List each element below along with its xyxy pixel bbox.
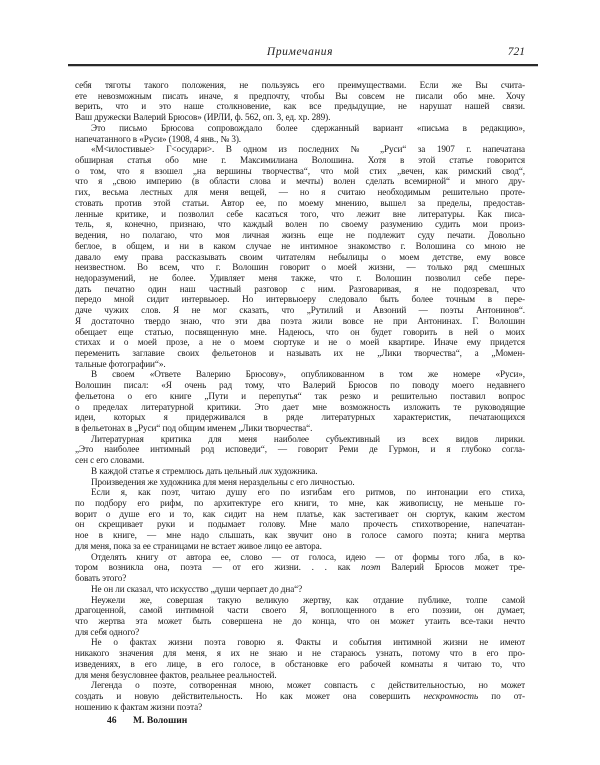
text-line: даче чужих слов. Я не мог сказать, что „Рутилий и Авзоний — поэты Антонинов“. — [75, 305, 525, 316]
text-line: ете невозможным писать иначе, я предпочту, чтобы Вы совсем не писали обо мне. Хочу — [75, 90, 525, 101]
text-line: он скрещивает руки и подымает голову. Мне мало прочесть стихотворение, напечатан- — [75, 519, 525, 530]
text-line: гих, весьма лестных для меня вещей, — но я считаю необходимым решительно проте- — [75, 187, 525, 198]
text-line: тальные фотографии“». — [75, 358, 166, 369]
text-line: бовать этого? — [75, 573, 127, 584]
text-line: Отделять книгу от автора ее, слово — от голоса, идею — от формы того лба, в ко- — [91, 551, 525, 562]
text-line: передо мной сидит интервьюер. Но интервьюеру следовало быть более точным в пере- — [75, 294, 525, 305]
text-line: Литературная критика для меня наиболее субъективный из всех видов лирики. — [91, 433, 525, 444]
text-line: переменить заглавие своих фельетонов и называть их не „Лики творчества“, а „Момен- — [75, 347, 525, 358]
text-line: о пределах литературной критики. Это дает мне возможность изложить те руководящие — [75, 401, 525, 412]
running-title: Примечания — [266, 46, 334, 58]
header-rule — [68, 64, 538, 66]
text-line: что я „свою империю (в области слова и мечты) волен сделать всемирной“ и много дру- — [75, 176, 525, 187]
text-line: обширная статья обо мне г. Максимилиана Волошина. Хотя в этой статье говорится — [75, 155, 525, 166]
text-line: Неужели же, совершая такую великую жертву, как отдание публике, толпе самой — [91, 594, 525, 605]
text-line: для меня, пока за ее страницами не встает живое лицо ее автора. — [75, 540, 322, 551]
text-line: верить, что и это наше столкновение, как все предыдущие, не нарушат нашей связи. — [75, 101, 525, 112]
page-footer — [75, 715, 525, 726]
text-line: ведения, но полагаю, что моя личная жизнь еще не подлежит суду печати. Довольно — [75, 230, 525, 241]
signature-number: 46 — [107, 715, 117, 726]
text-line: тель, я, конечно, признаю, что каждый волен по своему разумению судить мои произ- — [75, 219, 525, 230]
text-line: ношению к фактам жизни поэта? — [75, 701, 203, 712]
text-line: драгоценной, самой интимной части своего Я, воплощенного в его поэзии, он думает, — [75, 605, 525, 616]
text-line: изведениях, в его лице, в его голосе, в обстановке его рабочей комнаты я читаю то, что — [75, 658, 525, 669]
text-line: фельетона о его книге „Пути и перепутья“ так резко и решительно поставил вопрос — [75, 390, 525, 401]
text-line: ворит о душе его и то, как сидит на нем платье, как застегивает он сюртук, каким жестом — [75, 508, 525, 519]
text-line: Не он ли сказал, что искусство „души черпает до дна“? — [91, 583, 303, 594]
text-line: Если я, как поэт, читаю душу его по изгибам его ритмов, по интонации его стиха, — [91, 487, 525, 498]
text-line: напечатанного в «Руси» (1908, 4 янв., № 3). — [75, 133, 241, 144]
text-line: Я достаточно твердо знаю, что эти два поэта жили вовсе не при Антонинах. Г. Волошин — [75, 315, 525, 326]
text-line: „Это наиболее интимный род исповеди“, — говорит Реми де Гурмон, и я глубоко согла- — [75, 444, 525, 455]
text-line: обещает еще статью, посвященную мне. Надеюсь, что он будет говорить в ней о моих — [75, 326, 525, 337]
text-line: что жертва эта может быть совершена не до конца, что он может утаить все-таки нечто — [75, 615, 525, 626]
page-header — [75, 46, 525, 62]
text-line: В своем «Ответе Валерию Брюсову», опубликованном в том же номере «Руси», — [91, 369, 525, 380]
text-line: по подбору его рифм, по архитектуре его книги, то мне, как живописцу, не меньше го- — [75, 498, 525, 509]
text-line: Произведения же художника для меня нераздельны с его личностью. — [91, 476, 355, 487]
text-line: дать печатно один наш частный разговор с ним. Разговаривая, я не подозревал, что — [75, 283, 525, 294]
signature-title: М. Волошин — [133, 715, 188, 726]
text-line: стовать против этой статьи. Автор ее, по моему мнению, вышел за пределы, предостав- — [75, 197, 525, 208]
text-line: неизвестном. Во всем, что г. Волошин говорит о моей жизни, — только ряд смешных — [75, 262, 525, 273]
text-line: недоразумений, не более. Удивляет меня также, что г. Волошин позволил себе пере- — [75, 272, 525, 283]
text-line: ленные критике, и позволил себе касаться того, что лежит вне литературы. Как писа- — [75, 208, 525, 219]
text-line: идеи, которых я придерживался в ряде литературных характеристик, печатающихся — [75, 412, 525, 423]
text-line: Не о фактах жизни поэта говорю я. Факты и события интимной жизни не имеют — [91, 637, 525, 648]
text-line: Легенда о поэте, сотворенная мною, может совпасть с действительностью, но может — [91, 680, 525, 691]
text-line: никакого значения для меня, я их не знаю и не стараюсь узнать, потому что в его про- — [75, 648, 525, 659]
text-line: В каждой статье я стремлюсь дать цельный лик художника. — [91, 465, 318, 476]
text-line: беглое, в общем, и ни в каком случае не интимное знакомство г. Волошина со мною не — [75, 240, 525, 251]
page-body — [75, 80, 525, 712]
text-line: Волошин писал: «Я очень рад тому, что Валерий Брюсов по поводу моего недавнего — [75, 380, 525, 391]
text-line: для себя одного? — [75, 626, 140, 637]
text-line: для меня безусловнее фактов, реальнее реальностей. — [75, 669, 277, 680]
text-line: в фельетонах в „Руси“ под общим именем „Лики творчества“. — [75, 423, 313, 433]
text-line: сен с его словами. — [75, 455, 145, 466]
text-line: Это письмо Брюсова сопровождало более сдержанный вариант «письма в редакцию», — [91, 122, 525, 133]
text-line: давало ему права рассказывать своим читателям небылицы о моем детстве, ему вовсе — [75, 251, 525, 262]
text-line: себя тяготы такого положения, не пользуясь его преимуществами. Если же Вы счита- — [75, 80, 525, 90]
text-line: тором возникла она, поэта — от его жизни. . . как поэт Валерий Брюсов может тре- — [75, 562, 525, 573]
text-line: создать и новую действительность. Но как может она совершить нескромность по от- — [75, 690, 526, 701]
text-line: «М<илостивые> Г<осудари>. В одном из последних № „Руси“ за 1907 г. напечатана — [91, 144, 525, 155]
text-line: о том, что я взошел „на вершины творчества“, что мой стих „вечен, как римский свод“, — [75, 165, 525, 176]
text-line: Ваш дружески Валерий Брюсов» (ИРЛИ, ф. 562, оп. 3, ед. хр. 289). — [75, 112, 331, 123]
page-number: 721 — [507, 46, 525, 58]
text-line: ное в книге, — мне надо слышать, как звучит оно в голосе самого поэта; книга мертва — [75, 530, 525, 541]
text-line: стихах и о моей прозе, а не о моем сюртуке и не о моей квартире. Иначе ему придется — [75, 337, 525, 348]
